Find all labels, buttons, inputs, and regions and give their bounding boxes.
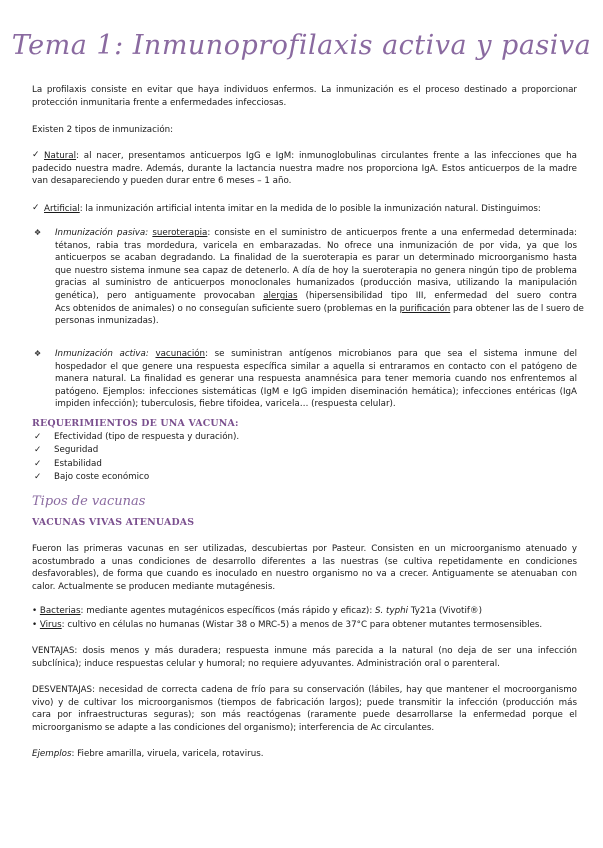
types-intro: Existen 2 tipos de inmunización: [32, 125, 174, 135]
ejemplos-line: Ejemplos: Fiebre amarilla, viruela, varicela, rotavirus. [32, 749, 264, 759]
check-icon: ✓ [34, 432, 42, 442]
bullet-dot-icon: • [32, 620, 38, 630]
bullet-dot-icon: • [32, 606, 38, 616]
virus-line: • Virus: cultivo en células no humanas (Wistar 38 o MRC-5) a menos de 37°C para obtener mutantes termosensibles. [32, 620, 543, 630]
list-item: ✓ Bajo coste económico [34, 471, 239, 484]
bacterias-line: • Bacterias: mediante agentes mutagénicos específicos (más rápido y eficaz): S. typhi Ty21a (Vivotif®) [32, 606, 483, 616]
natural-label: Natural [44, 151, 77, 161]
check-icon: ✓ [34, 445, 42, 456]
natural-paragraph-cont: padecido nuestra madre. Además, durante la lactancia nuestra madre nos proporciona IgA. Estos anticuerpos de la madre van desapareciendo y pueden durar entre 6 meses – 1 año. [32, 163, 577, 187]
pasiva-paragraph: Inmunización pasiva: sueroterapia: consiste en el suministro de anticuerpos frente a una enfermedad determinada: tétanos, rabia tras mordedura, varicela en embarazadas. No ofrece una inmunización de por vida, ya que los anticuerpos se acaban degradando. La finalidad de la sueroterapia es parar un determinado microorganismo hasta que nuestro sistema inmune sea capaz de detenerlo. A día de hoy la sueroterapia no genera ningún tipo de problema gracias al suministro de anticuerpos monoclonales humanizados (producción masiva, utilizando la manipulación genética), pero antiguamente provocaban alergias (hipersensibilidad tipo III, enfermedad del suero contra Acs obtenidos de animales) o no conseguían suficiente suero (problemas en la purificación para obtener las de l suero de personas inmunizadas). [55, 228, 584, 327]
live-vaccines-paragraph: Fueron las primeras vacunas en ser utilizadas, descubiertas por Pasteur. Consisten en un microorganismo atenuado y acostumbrado a unas condiciones de desarrollo diferentes a las nuestras (se cultiva repetidamente en condiciones desfavorables), de forma que cuando es inoculado en nuestro organismo no va a crecer. Antiguamente se atenuaban con calor. Actualmente se producen mediante mutagénesis. [32, 544, 577, 592]
check-icon: ✓ [32, 203, 40, 213]
natural-paragraph: Natural: al nacer, presentamos anticuerpos IgG e IgM: inmunoglobulinas circulantes frente a las infecciones que ha [44, 151, 577, 161]
page-title: Tema 1: Inmunoprofilaxis activa y pasiva [11, 30, 592, 61]
desventajas-paragraph: DESVENTAJAS: necesidad de correcta cadena de frío para su conservación (lábiles, hay que mantener el mocroorganismo vivo) y de cultivar los microorganismos (tiempos de fabricación largos); puede transmitir la infección (producción más cara por infraestructuras seguras); son más reactógenas (raramente puede desarrollarse la enfermedad porque el microorganismo se adapte a las condiciones del organismo); interferencia de Ac circulantes. [32, 685, 577, 733]
artificial-label: Artificial [44, 204, 80, 214]
requirements-heading: REQUERIMIENTOS DE UNA VACUNA: [32, 418, 239, 429]
artificial-paragraph: Artificial: la inmunización artificial intenta imitar en la medida de lo posible la inmunización natural. Distinguimos: [44, 204, 541, 214]
ventajas-paragraph: VENTAJAS: dosis menos y más duradera; respuesta inmune más parecida a la natural (no deja de ser una infección subclínica); induce respuestas celular y humoral; no requiere adyuvantes. Administración oral o parenteral. [32, 646, 577, 669]
list-item: ✓ Efectividad (tipo de respuesta y duración). [34, 431, 239, 444]
check-icon: ✓ [34, 458, 42, 469]
live-vaccines-heading: VACUNAS VIVAS ATENUADAS [32, 517, 195, 528]
activa-paragraph: Inmunización activa: vacunación: se suministran antígenos microbianos para que sea el sistema inmune del hospedador el que genere una respuesta específica similar a aquella si entraramos en contacto con el patógeno de manera natural. La finalidad es generar una respuesta anamnésica para tener memoria cuando nos enfrentemos al patógeno. Ejemplos: infecciones sistemáticas (IgM e IgG impiden diseminación hemática); infecciones entéricas (IgA impiden infección); tuberculosis, fiebre tifoidea, varicela… (respuesta celular). [55, 349, 577, 410]
check-icon: ✓ [32, 150, 40, 160]
intro-paragraph: La profilaxis consiste en evitar que haya individuos enfermos. La inmunización es el proceso destinado a proporcionar protección inmunitaria frente a enfermedades infecciosas. [32, 85, 577, 108]
check-icon: ✓ [34, 472, 42, 483]
requirements-list [34, 431, 239, 485]
list-item: ✓ Seguridad [34, 444, 239, 457]
vaccine-types-title: Tipos de vacunas [32, 494, 146, 509]
diamond-bullet-icon: ❖ [34, 228, 42, 237]
diamond-bullet-icon: ❖ [34, 349, 42, 358]
list-item: ✓ Estabilidad [34, 458, 239, 471]
